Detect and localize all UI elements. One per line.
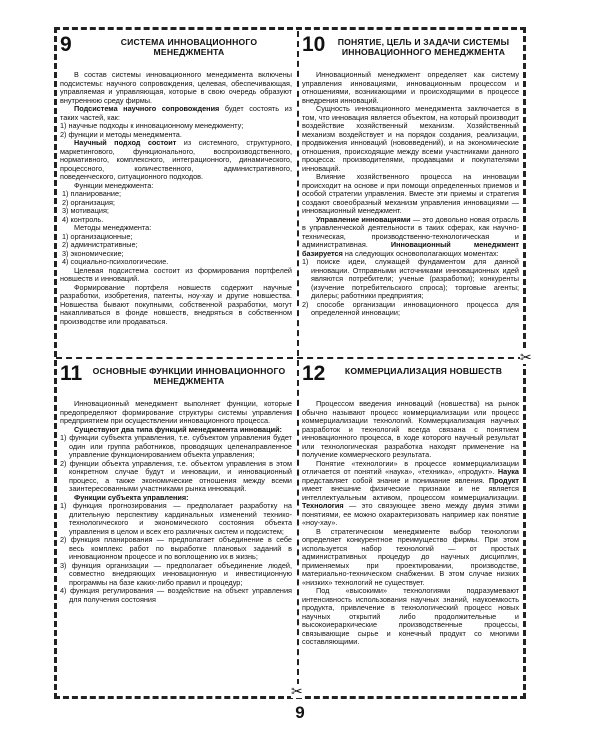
text-run: 1) функция прогнозирования — предполагает разработку на длительную перспективу кардинальных изменений технико-технологического и экономического состояния объекта управления в целом и всех его различных систем и подсистем; — [60, 501, 292, 536]
card-paragraph — [302, 105, 519, 173]
text-run: 4) социально-психологические. — [62, 257, 169, 266]
text-run: 1) организационные; — [62, 231, 133, 241]
text-run: Влияние хозяйственного процесса на инновации происходит на основе и при помощи определенных приемов и особой стратегии управления. Вместе эти приемы и стратегия создают своеобразный механизм управления инновациями — инновационный менеджмент. — [302, 172, 519, 215]
text-run: представляет собой знание и понимание явления. — [302, 475, 489, 485]
card-paragraph — [60, 284, 292, 327]
card-paragraph — [302, 216, 519, 259]
text-run: В стратегическом менеджменте выбор технологии определяет конкурентное преимущество фирмы. При этом используется набор технологий — от простых административных процедур до научных дисциплин, применяемых при проектировании, производстве, материально-техническом снабжении. В этом случае низких «низких» технологий не существует. — [302, 526, 519, 587]
card-number: 9 — [60, 34, 72, 56]
text-run: Сущность инновационного менеджмента заключается в том, что инновация является объектом, на который производит воздействие хозяйственный механизм. Хозяйственный механизм воздействует и на порядок создания, реализации, продвижения инноваций (нововведений), и на экономические отношения, происходящие между всеми участниками данного процесса: производителями, продавцами и покупателями инноваций. — [302, 104, 519, 173]
text-run: 4) функция регулирования — воздействие на объект управления для получения состояния — [60, 586, 292, 604]
card-header — [60, 34, 292, 68]
text-run: на следующих основополагающих моментах: — [342, 248, 499, 258]
scissors-icon: ✂ — [291, 683, 303, 699]
bold-term: Инновационный менеджмент базируется — [302, 240, 519, 258]
card-body — [60, 71, 292, 326]
card-paragraph — [60, 434, 292, 460]
card-number: 11 — [60, 363, 83, 385]
text-run: Методы менеджмента: — [74, 223, 152, 232]
bold-term: Научный подход состоит — [74, 138, 177, 147]
card-paragraph — [302, 301, 519, 318]
card-paragraph — [60, 400, 292, 426]
text-run: — это довольно новая отрасль в управленческой деятельности в таких сферах, как научно-техническая, производственно-технологическая и административная. — [302, 214, 519, 249]
card-title: СИСТЕМА ИННОВАЦИОННОГО МЕНЕДЖМЕНТА — [120, 37, 258, 57]
card-paragraph — [302, 258, 519, 301]
card-body — [302, 400, 519, 647]
text-run: Функции менеджмента: — [74, 180, 154, 190]
card-paragraph — [302, 587, 519, 647]
text-run: 1) планирование; — [62, 189, 122, 198]
card-header — [302, 363, 519, 397]
card-paragraph — [60, 267, 292, 284]
text-run: 3) функция организации — предполагает объединение людей, совместно внедряющих инновационную и инвестиционную программы на базе каких-либо правил и процедур; — [60, 560, 292, 587]
card-number: 12 — [302, 363, 326, 385]
horizontal-cut-line — [56, 357, 524, 359]
card-paragraph — [60, 536, 292, 562]
card-paragraph — [60, 587, 292, 604]
bold-term: Управление инновациями — [316, 214, 411, 224]
card-number: 10 — [302, 34, 326, 56]
bold-term: Существуют два типа функций менеджмента инноваций: — [74, 424, 282, 434]
card-title: ПОНЯТИЕ, ЦЕЛЬ И ЗАДАЧИ СИСТЕМЫ ИННОВАЦИОННОГО МЕНЕДЖМЕНТА — [337, 37, 510, 57]
text-run: 2) функции объекта управления, т.е. объектом управления в этом конкретном случае будут и инновации, и инновационный процесс, а также экономические отношения между всеми заинтересованными участниками рынка инноваций. — [60, 458, 292, 493]
card-paragraph — [60, 460, 292, 494]
text-run: 2) организация; — [62, 197, 115, 207]
text-run: будет состоять из таких частей, как: — [60, 104, 292, 122]
bold-term: Подсистема научного сопровождения — [74, 104, 220, 113]
card-body — [60, 400, 292, 604]
text-run: — это связующее звено между двумя этими понятиями, ее можно охарактеризовать например как понятие «ноу-хау». — [302, 501, 519, 527]
bold-term: Технология — [302, 501, 344, 510]
text-run: Процессом введения инноваций (новшества) на рынок обычно называют процесс коммерциализации или процесс коммерциализации технологий. Коммерциализация научных разработок и технологий всегда связана с понятием инновационного процесса, в ходе которого научный результат или технологическая разработка находят применение на получение коммерческого результата. — [302, 399, 519, 459]
card-header — [60, 363, 292, 397]
bold-term: Функции субъекта управления: — [74, 492, 189, 502]
text-run: 3) мотивация; — [62, 206, 109, 215]
vertical-cut-line — [297, 31, 299, 695]
text-run: 2) административные; — [62, 240, 138, 249]
card-11 — [60, 363, 292, 695]
text-run: 4) контроль. — [62, 214, 104, 224]
text-run: 2) функции и методы менеджмента. — [60, 129, 182, 139]
card-paragraph — [302, 400, 519, 460]
card-10 — [302, 34, 519, 354]
page-number: 9 — [295, 703, 305, 722]
card-body — [302, 71, 519, 318]
scissors-icon: ✂ — [520, 349, 532, 365]
bold-term: Наука — [497, 467, 519, 476]
card-9 — [60, 34, 292, 354]
card-paragraph — [302, 173, 519, 216]
text-run: Под «высокими» технологиями подразумевают интенсивность использования научных знаний, наукоемкость продукта, привлечение в технологический процесс новых научных открытий либо продолжительные и высокоиерархические производственные процессы, связывающие сырье и конечный продукт со многими составляющими. — [302, 586, 519, 646]
card-title: КОММЕРЦИАЛИЗАЦИЯ НОВШЕСТВ — [344, 366, 503, 376]
text-run: Инновационный менеджмент определяет как систему управления инновациями, инновационным процессом и отношениями, возникающими и происходящими в процессе внедрения инноваций. — [302, 70, 519, 105]
bold-term: Продукт — [488, 475, 519, 485]
text-run: Целевая подсистема состоит из формирования портфелей новшеств и инноваций. — [60, 265, 292, 283]
text-run: 2) функция планирования — предполагает объединение в себе весь комплекс работ по выработке плановых заданий в инновационном процессе и по воплощению их в жизнь; — [60, 535, 292, 561]
text-run: 1) поиске идеи, служащей фундаментом для данной инновации. Отправными источниками инновационных идей являются потребители; ученые (разработки); конкуренты (изучение потребительского спроса); торговые агенты; дилеры; работники предприятия; — [302, 257, 519, 300]
text-run: из системного, структурного, маркетингового, функционального, воспроизводственного, нормативного, комплексного, интеграционного, динамического, процессного, количественного, административного, поведенческого, ситуационного подходов. — [60, 138, 292, 181]
card-paragraph — [60, 71, 292, 105]
card-paragraph — [60, 562, 292, 588]
text-run: Понятие «технологии» в процессе коммерциализации отличается от понятий «наука», «техника», «продукт». — [302, 458, 519, 476]
text-run: 1) научные подходы к инновационному менеджменту; — [60, 121, 244, 130]
text-run: 3) экономические; — [62, 248, 124, 258]
text-run: 1) функции субъекта управления, т.е. субъектом управления будет один или группа работников, проводящих целенаправленное управление функционированием объекта управления; — [60, 433, 292, 459]
card-paragraph — [302, 528, 519, 588]
card-12 — [302, 363, 519, 683]
card-paragraph — [302, 460, 519, 528]
card-paragraph — [302, 71, 519, 105]
card-paragraph — [60, 105, 292, 122]
text-run: Инновационный менеджмент выполняет функции, которые предопределяют формирование структуры системы управления предприятием при осуществлении инновационного процесса. — [60, 399, 292, 425]
card-paragraph — [60, 139, 292, 182]
card-paragraph — [60, 502, 292, 536]
text-run: Формирование портфеля новшеств содержит научные разработки, изобретения, патенты, ноу-хау и другие новшества. Новшества бывают покупными, собственной разработки, могут накапливаться в фонде новшеств, внедряться в собственном производстве или продаваться. — [60, 282, 292, 326]
card-header — [302, 34, 519, 68]
text-run: имеет внешние физические признаки и не является интеллектуальным активом, процессом коммерциализации. — [302, 484, 519, 502]
card-title: ОСНОВНЫЕ ФУНКЦИИ ИННОВАЦИОННОГО МЕНЕДЖМЕНТА — [92, 366, 286, 386]
text-run: 2) способе организации инновационного процесса для определенной инновации; — [302, 299, 519, 317]
text-run: В состав системы инновационного менеджмента включены подсистемы: научного сопровождения, целевая, обеспечивающая, управляемая и управляющая, которые в свою очередь образуют внутреннюю среду фирмы. — [60, 70, 292, 105]
